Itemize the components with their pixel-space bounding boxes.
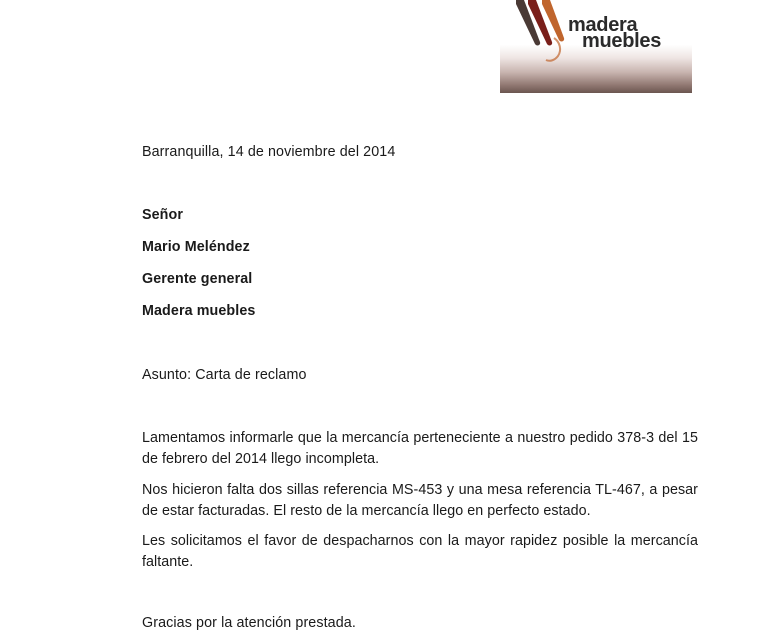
logo-word-muebles: muebles bbox=[582, 30, 662, 52]
recipient-company: Madera muebles bbox=[142, 303, 256, 319]
company-logo bbox=[500, 0, 692, 93]
logo-word-madera: madera bbox=[568, 14, 638, 36]
date-line: Barranquilla, 14 de noviembre del 2014 bbox=[142, 144, 396, 160]
recipient-name: Mario Meléndez bbox=[142, 239, 250, 255]
body-paragraph-2: Nos hicieron falta dos sillas referencia MS-453 y una mesa referencia TL-467, a pesar de estar facturadas. El resto de la mercancía llego en perfecto estado. bbox=[142, 482, 698, 519]
body-paragraph-3: Les solicitamos el favor de despacharnos con la mayor rapidez posible la mercancía faltante. bbox=[142, 533, 698, 570]
recipient-role: Gerente general bbox=[142, 271, 253, 287]
closing-line: Gracias por la atención prestada. bbox=[142, 615, 356, 631]
body-paragraph-1: Lamentamos informarle que la mercancía perteneciente a nuestro pedido 378-3 del 15 de febrero del 2014 llego incompleta. bbox=[142, 430, 698, 467]
subject-line: Asunto: Carta de reclamo bbox=[142, 367, 307, 383]
recipient-salutation: Señor bbox=[142, 207, 184, 223]
